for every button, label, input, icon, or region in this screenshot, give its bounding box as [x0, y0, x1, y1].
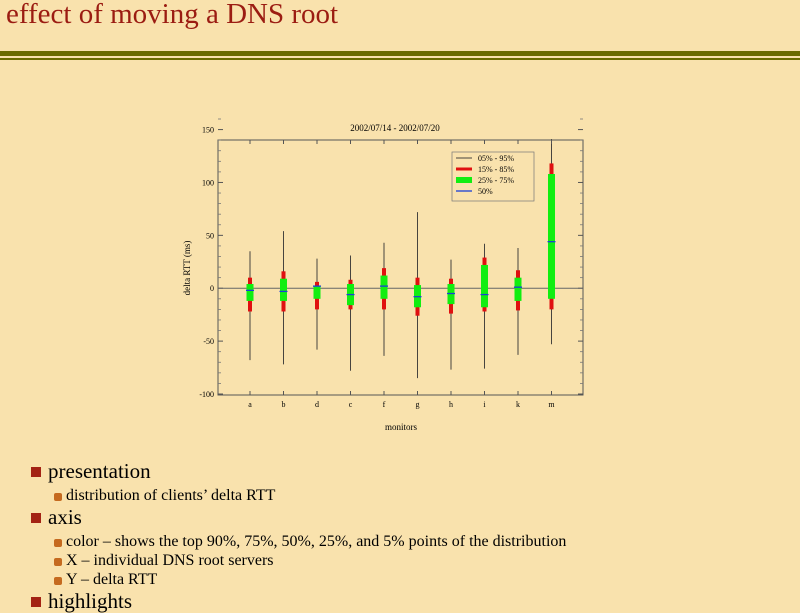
title-rule-thick: [0, 51, 800, 56]
y-tick-label: 50: [206, 231, 214, 241]
chart-title: 2002/07/14 - 2002/07/20: [350, 123, 440, 133]
bullet-axis: axis: [48, 505, 82, 529]
bullet-marker: [54, 493, 62, 501]
chart-legend: [452, 152, 534, 201]
x-tick-label: k: [516, 400, 520, 409]
bullet-marker: [54, 558, 62, 566]
y-tick-label: -100: [199, 390, 214, 399]
bullet-marker: [54, 577, 62, 585]
y-tick-label: 100: [202, 178, 214, 188]
x-axis-label: monitors: [384, 422, 418, 432]
band-25-75: [481, 265, 488, 307]
band-25-75: [515, 278, 522, 301]
delta-rtt-chart: [170, 118, 600, 440]
bullet-color: color – shows the top 90%, 75%, 50%, 25%, and 5% points of the distribution: [66, 533, 567, 550]
bullet-x-axis: X – individual DNS root servers: [66, 552, 274, 569]
band-25-75: [314, 286, 321, 299]
title-rule-thin: [0, 58, 800, 60]
slide-title: effect of moving a DNS root: [6, 0, 339, 30]
x-tick-label: c: [348, 400, 353, 409]
x-tick-label: d: [315, 400, 319, 409]
x-tick-label: g: [415, 400, 420, 409]
chart-svg: [170, 118, 600, 440]
bullet-highlights: highlights: [48, 589, 133, 613]
band-25-75: [381, 276, 388, 299]
legend-label: 15% - 85%: [478, 165, 514, 174]
y-tick-label: 0: [210, 284, 214, 294]
band-25-75: [280, 279, 287, 301]
y-tick-label: 150: [202, 125, 214, 135]
bullet-presentation: presentation: [48, 459, 151, 483]
x-tick-label: m: [548, 400, 555, 409]
x-tick-label: h: [449, 400, 453, 409]
bullet-y-axis: Y – delta RTT: [66, 571, 158, 588]
bullet-distribution: distribution of clients’ delta RTT: [66, 487, 276, 504]
x-tick-label: i: [483, 400, 486, 409]
bullet-marker: [31, 513, 41, 523]
legend-label: 25% - 75%: [478, 176, 514, 185]
bullet-marker: [31, 467, 41, 477]
x-tick-label: a: [248, 400, 252, 409]
x-tick-label: f: [382, 400, 386, 409]
band-25-75: [247, 284, 254, 301]
bullet-marker: [31, 597, 41, 607]
y-axis-label: delta RTT (ms): [182, 240, 192, 296]
legend-label: 05% - 95%: [478, 154, 514, 163]
legend-label: 50%: [478, 187, 493, 196]
bullet-marker: [54, 539, 62, 547]
band-25-75: [548, 174, 555, 299]
x-tick-label: b: [281, 400, 286, 409]
y-tick-label: -50: [203, 337, 214, 347]
